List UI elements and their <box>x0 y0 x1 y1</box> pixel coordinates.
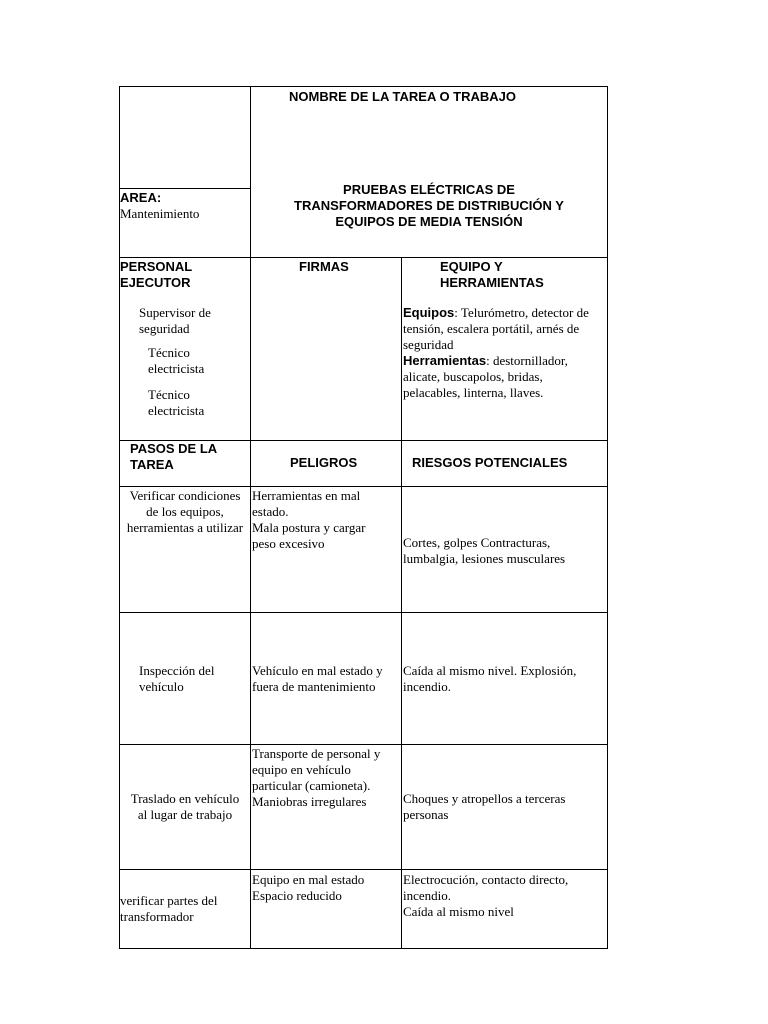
row-divider-3 <box>119 486 608 487</box>
area-divider <box>119 188 250 189</box>
pasos-header: PASOS DE LA TAREA <box>130 441 218 472</box>
step-cell: verificar partes del transformador <box>120 893 218 924</box>
column-divider-2 <box>401 257 402 949</box>
personnel-item: Técnico electricista <box>148 345 205 376</box>
hazard-cell: Herramientas en mal estado. Mala postura y cargar peso excesivo <box>252 488 366 551</box>
equipment-list: Equipos: Telurómetro, detector de tensión, escalera portátil, arnés de seguridad Herramientas: destornillador, alicate, buscapolos, bridas, pelacables, linterna, llaves. <box>403 305 589 400</box>
task-title-line: EQUIPOS DE MEDIA TENSIÓN <box>335 214 523 229</box>
task-title <box>251 182 607 230</box>
area-value: Mantenimiento <box>120 206 200 221</box>
task-title-line: TRANSFORMADORES DE DISTRIBUCIÓN Y <box>294 198 564 213</box>
risk-cell: Choques y atropellos a terceras personas <box>403 791 566 822</box>
personnel-item: Técnico electricista <box>148 387 205 418</box>
row-divider-5 <box>119 744 608 745</box>
task-title-line: PRUEBAS ELÉCTRICAS DE <box>343 182 515 197</box>
table-border-bottom <box>119 948 608 949</box>
risk-cell: Electrocución, contacto directo, incendio. Caída al mismo nivel <box>403 872 569 919</box>
risk-cell: Cortes, golpes Contracturas, lumbalgia, lesiones musculares <box>403 535 566 566</box>
personal-ejecutor-header: PERSONAL EJECUTOR <box>120 259 193 290</box>
step-cell: Verificar condiciones de los equipos, herramientas a utilizar <box>126 488 244 535</box>
equipo-herramientas-header: EQUIPO Y HERRAMIENTAS <box>440 259 544 290</box>
riesgos-header: RIESGOS POTENCIALES <box>412 455 568 470</box>
hazard-cell: Vehículo en mal estado y fuera de mantenimiento <box>252 663 383 694</box>
table-border-right <box>607 86 608 949</box>
row-divider-1 <box>119 257 608 258</box>
hazard-cell: Transporte de personal y equipo en vehículo particular (camioneta). Maniobras irregulares <box>252 746 381 809</box>
row-divider-6 <box>119 869 608 870</box>
task-heading: NOMBRE DE LA TAREA O TRABAJO <box>289 89 517 104</box>
equipos-label: Equipos <box>403 305 455 320</box>
hazard-cell: Equipo en mal estado Espacio reducido <box>252 872 365 903</box>
area-label: AREA: <box>120 190 162 205</box>
step-cell: Traslado en vehículo al lugar de trabajo <box>130 791 240 822</box>
risk-cell: Caída al mismo nivel. Explosión, incendio. <box>403 663 577 694</box>
row-divider-4 <box>119 612 608 613</box>
personnel-item: Supervisor de seguridad <box>139 305 211 336</box>
herramientas-label: Herramientas <box>403 353 487 368</box>
table-border-top <box>119 86 608 87</box>
step-cell: Inspección del vehículo <box>139 663 215 694</box>
firmas-header: FIRMAS <box>299 259 349 274</box>
peligros-header: PELIGROS <box>290 455 358 470</box>
